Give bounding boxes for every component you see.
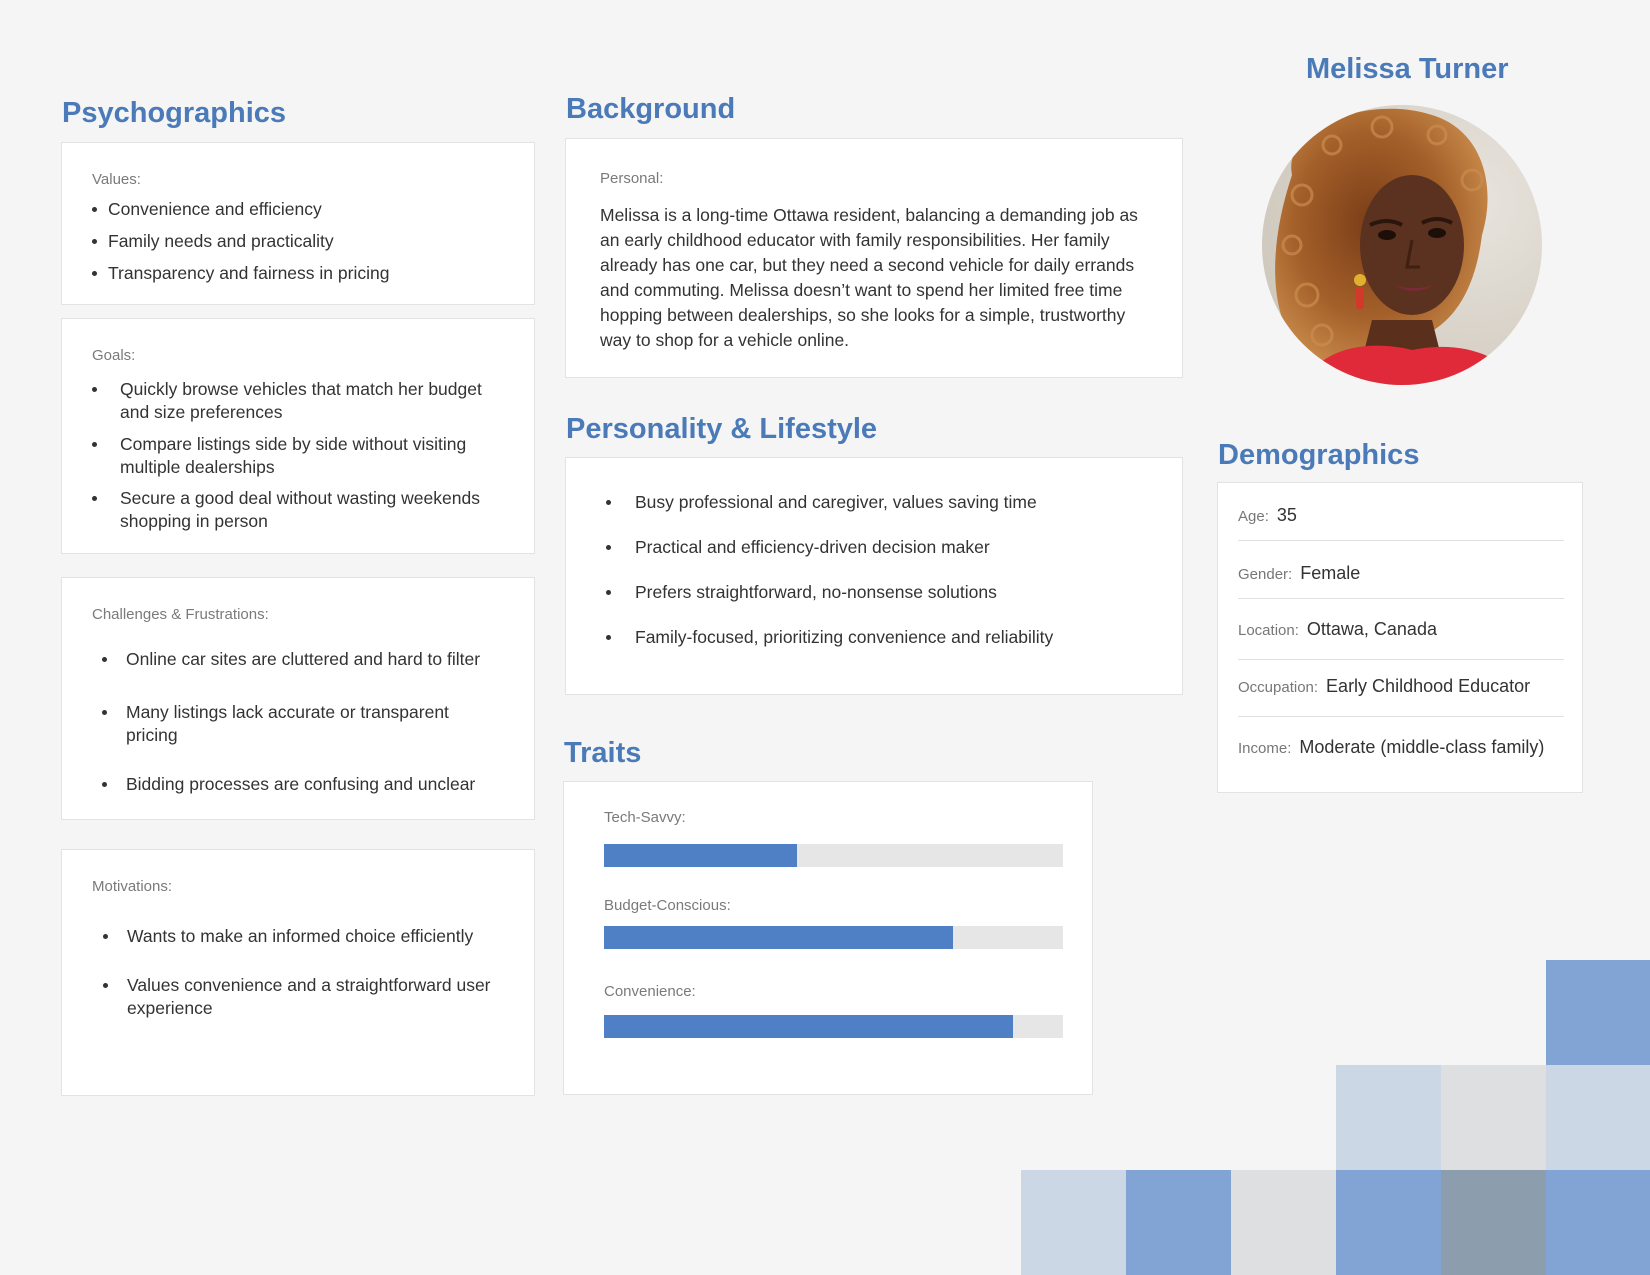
decor-square bbox=[1546, 1170, 1650, 1275]
personality-card bbox=[565, 457, 1183, 695]
demographics-title: Demographics bbox=[1218, 439, 1420, 471]
list-item: Wants to make an informed choice efficiently bbox=[103, 925, 503, 948]
gender-key: Gender: bbox=[1238, 566, 1293, 583]
values-label: Values: bbox=[92, 171, 141, 188]
budget-conscious-fill bbox=[604, 926, 953, 949]
trait-label: Budget-Conscious: bbox=[604, 897, 731, 914]
personality-list bbox=[606, 491, 1166, 649]
occupation-key: Occupation: bbox=[1238, 679, 1319, 696]
tech-savvy-bar bbox=[604, 844, 1063, 867]
values-list bbox=[92, 198, 512, 285]
psychographics-title: Psychographics bbox=[62, 97, 287, 129]
decor-square bbox=[1126, 1170, 1231, 1275]
motivations-list bbox=[103, 925, 503, 1020]
age-value: 35 bbox=[1276, 505, 1297, 525]
traits-title: Traits bbox=[564, 737, 642, 769]
background-card bbox=[565, 138, 1183, 378]
goals-card bbox=[61, 318, 535, 554]
demographic-row-location bbox=[1238, 619, 1602, 640]
values-card bbox=[61, 142, 535, 305]
list-item: Quickly browse vehicles that match her budget and size preferences bbox=[92, 378, 512, 424]
decor-square bbox=[1231, 1170, 1336, 1275]
decor-square bbox=[1336, 1170, 1441, 1275]
location-value: Ottawa, Canada bbox=[1306, 619, 1437, 639]
divider bbox=[1238, 598, 1564, 599]
location-key: Location: bbox=[1238, 622, 1299, 639]
list-item: Compare listings side by side without visiting multiple dealerships bbox=[92, 433, 512, 479]
demographic-row-age bbox=[1238, 505, 1602, 526]
budget-conscious-bar bbox=[604, 926, 1063, 949]
traits-card bbox=[563, 781, 1093, 1095]
income-key: Income: bbox=[1238, 740, 1292, 757]
decor-square bbox=[1336, 1065, 1441, 1170]
divider bbox=[1238, 540, 1564, 541]
decor-square bbox=[1441, 1170, 1546, 1275]
list-item: Online car sites are cluttered and hard to filter bbox=[102, 648, 502, 671]
divider bbox=[1238, 659, 1564, 660]
convenience-fill bbox=[604, 1015, 1013, 1038]
occupation-value: Early Childhood Educator bbox=[1326, 676, 1531, 696]
list-item: Prefers straightforward, no-nonsense solutions bbox=[606, 581, 1166, 604]
list-item: Busy professional and caregiver, values saving time bbox=[606, 491, 1166, 514]
personality-title: Personality & Lifestyle bbox=[566, 413, 878, 445]
background-title: Background bbox=[566, 93, 736, 125]
trait-label: Convenience: bbox=[604, 983, 696, 1000]
list-item: Family needs and practicality bbox=[92, 230, 512, 253]
list-item: Transparency and fairness in pricing bbox=[92, 262, 512, 285]
goals-list bbox=[92, 378, 512, 533]
age-key: Age: bbox=[1238, 508, 1269, 525]
motivations-card bbox=[61, 849, 535, 1096]
woman-portrait-icon bbox=[1262, 105, 1542, 385]
decor-square bbox=[1441, 1065, 1546, 1170]
decor-square bbox=[1546, 960, 1650, 1065]
list-item: Values convenience and a straightforward user experience bbox=[103, 974, 503, 1020]
income-value: Moderate (middle-class family) bbox=[1299, 737, 1545, 757]
gender-value: Female bbox=[1300, 563, 1361, 583]
demographic-row-occupation bbox=[1238, 676, 1602, 697]
divider bbox=[1238, 716, 1564, 717]
persona-name: Melissa Turner bbox=[1306, 53, 1509, 85]
list-item: Convenience and efficiency bbox=[92, 198, 512, 221]
list-item: Many listings lack accurate or transparent pricing bbox=[102, 701, 502, 747]
demographic-row-gender bbox=[1238, 563, 1602, 584]
decor-square bbox=[1021, 1170, 1126, 1275]
tech-savvy-fill bbox=[604, 844, 797, 867]
demographics-card bbox=[1217, 482, 1583, 793]
list-item: Secure a good deal without wasting weekends shopping in person bbox=[92, 487, 512, 533]
personal-label: Personal: bbox=[600, 170, 664, 187]
goals-label: Goals: bbox=[92, 347, 136, 364]
list-item: Practical and efficiency-driven decision maker bbox=[606, 536, 1166, 559]
demographic-row-income bbox=[1238, 737, 1602, 758]
trait-label: Tech-Savvy: bbox=[604, 809, 686, 826]
list-item: Bidding processes are confusing and unclear bbox=[102, 773, 502, 796]
challenges-label: Challenges & Frustrations: bbox=[92, 606, 269, 623]
avatar bbox=[1262, 105, 1542, 385]
background-text: Melissa is a long-time Ottawa resident, balancing a demanding job as an early childhood educator with family responsibilities. Her family already has one car, but they need a second vehicle for daily errands and commuting. Melissa doesn’t want to spend her limited free time hopping between dealerships, so she looks for a simple, trustworthy way to shop for a vehicle online. bbox=[600, 205, 1138, 350]
challenges-list bbox=[102, 648, 502, 796]
list-item: Family-focused, prioritizing convenience and reliability bbox=[606, 626, 1166, 649]
challenges-card bbox=[61, 577, 535, 820]
motivations-label: Motivations: bbox=[92, 878, 173, 895]
convenience-bar bbox=[604, 1015, 1063, 1038]
decor-square bbox=[1546, 1065, 1650, 1170]
